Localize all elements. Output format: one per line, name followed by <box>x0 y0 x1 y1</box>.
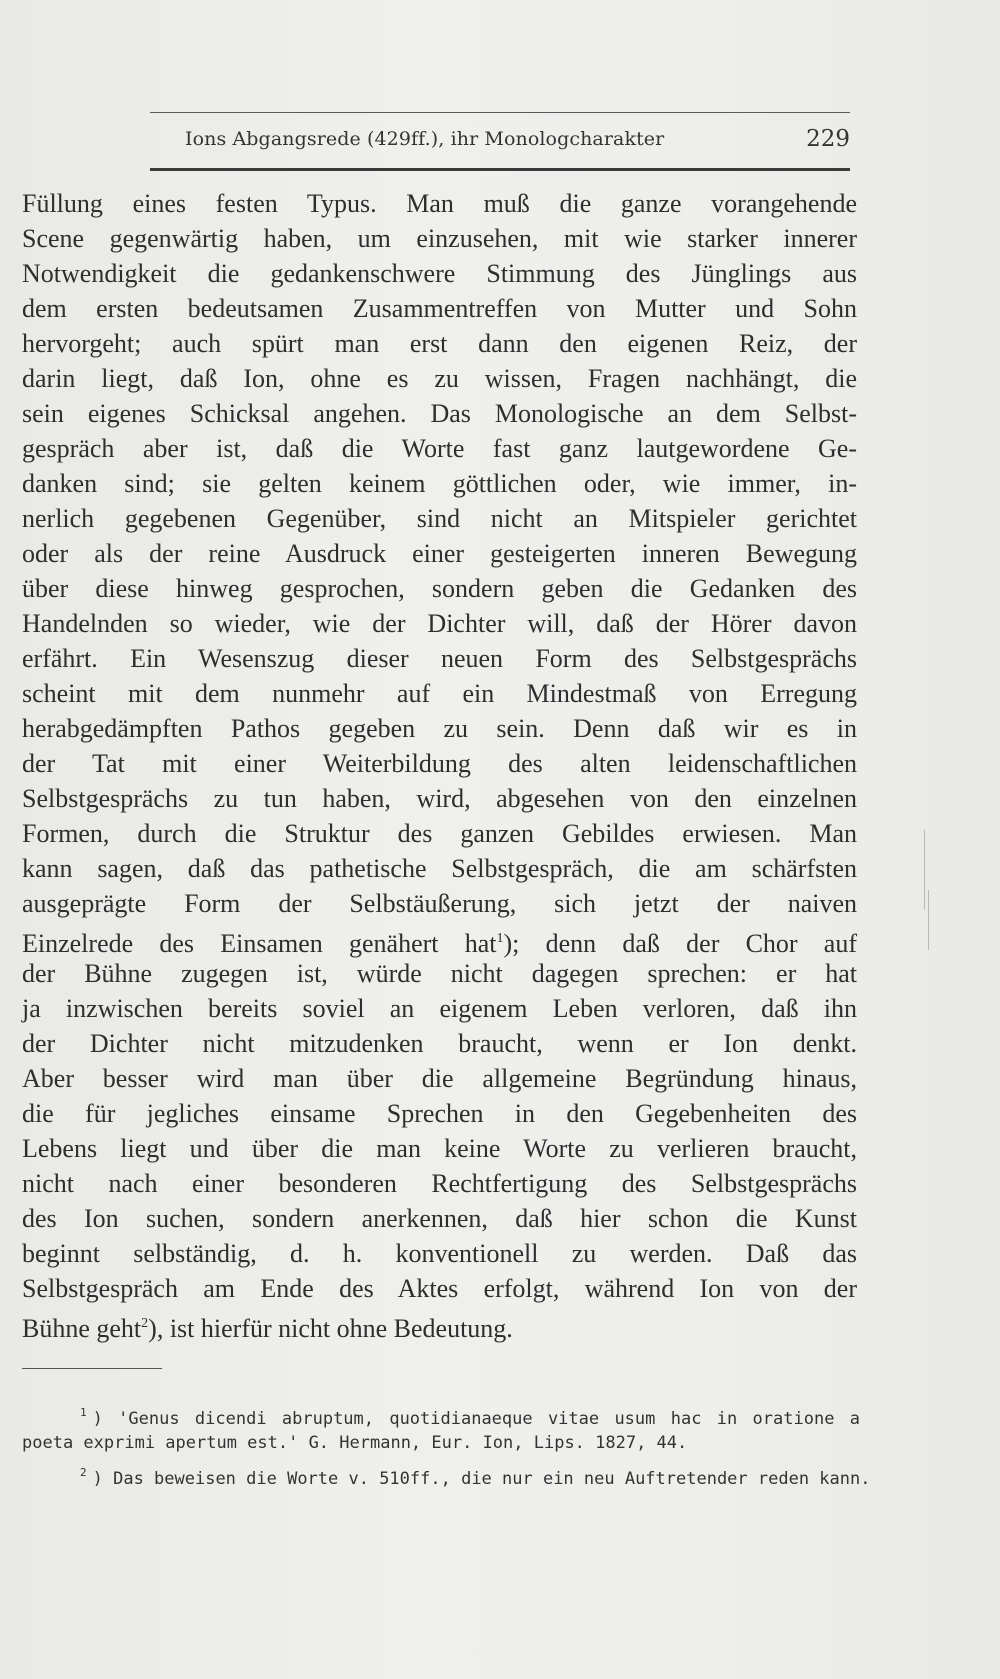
body-text <box>22 186 857 1341</box>
text-line: Aber besser wird man über die allgemeine Begründung hinaus, <box>22 1064 857 1093</box>
text-line: sein eigenes Schicksal angehen. Das Monologische an dem Selbst- <box>22 399 857 428</box>
text-line: des Ion suchen, sondern anerkennen, daß hier schon die Kunst <box>22 1204 857 1233</box>
top-rule <box>150 112 850 113</box>
text-line-with-footnote-ref <box>22 1306 857 1341</box>
text-segment: ist hierfür nicht ohne Bedeutung. <box>169 1314 513 1343</box>
text-line: scheint mit dem nunmehr auf ein Mindestmaß von Erregung <box>22 679 857 708</box>
text-segment: Bühne geht <box>22 1314 142 1343</box>
footnote-ref-1: 1 <box>496 931 504 946</box>
text-line: kann sagen, daß das pathetische Selbstgespräch, die am schärfsten <box>22 854 857 883</box>
footnote-2 <box>22 1458 871 1489</box>
text-segment: ), <box>148 1314 164 1343</box>
text-line: der Bühne zugegen ist, würde nicht dagegen sprechen: er hat <box>22 959 857 988</box>
margin-mark <box>924 830 925 910</box>
text-line: nicht nach einer besonderen Rechtfertigung des Selbstgesprächs <box>22 1169 857 1198</box>
footnote-1 <box>22 1398 860 1428</box>
text-line: Selbstgespräch am Ende des Aktes erfolgt, während Ion von der <box>22 1274 857 1303</box>
text-line: beginnt selbständig, d. h. konventionell zu werden. Daß das <box>22 1239 857 1268</box>
text-line: über diese hinweg gesprochen, sondern geben die Gedanken des <box>22 574 857 603</box>
footnotes <box>22 1398 871 1489</box>
footnote-text: ) 'Genus dicendi abruptum, quotidianaeque vitae usum hac in oratione a <box>92 1409 860 1429</box>
page-header <box>150 126 850 158</box>
text-line: Selbstgesprächs zu tun haben, wird, abgesehen von den einzelnen <box>22 784 857 813</box>
text-line: herabgedämpften Pathos gegeben zu sein. Denn daß wir es in <box>22 714 857 743</box>
page-number: 229 <box>806 126 850 152</box>
footnote-ref-2: 2 <box>141 1316 149 1331</box>
text-line: darin liegt, daß Ion, ohne es zu wissen, Fragen nachhängt, die <box>22 364 857 393</box>
text-line: Scene gegenwärtig haben, um einzusehen, mit wie starker innerer <box>22 224 857 253</box>
margin-mark <box>928 890 929 950</box>
footnote-1-cont: poeta exprimi apertum est.' G. Hermann, Eur. Ion, Lips. 1827, 44. <box>22 1433 688 1453</box>
text-line: Formen, durch die Struktur des ganzen Gebildes erwiesen. Man <box>22 819 857 848</box>
text-segment: ); denn daß der Chor auf <box>503 929 858 958</box>
text-line-with-footnote-ref <box>22 921 857 956</box>
text-line: Notwendigkeit die gedankenschwere Stimmung des Jünglings aus <box>22 259 857 288</box>
text-line: Handelnden so wieder, wie der Dichter will, daß der Hörer davon <box>22 609 857 638</box>
footnote-marker: 1 <box>80 1406 87 1419</box>
text-line: die für jegliches einsame Sprechen in den Gegebenheiten des <box>22 1099 857 1128</box>
text-segment: Einzelrede des Einsamen genähert hat <box>22 929 497 958</box>
text-line: der Tat mit einer Weiterbildung des alten leidenschaftlichen <box>22 749 857 778</box>
text-line: ja inzwischen bereits soviel an eigenem Leben verloren, daß ihn <box>22 994 857 1023</box>
text-line: Lebens liegt und über die man keine Worte zu verlieren braucht, <box>22 1134 857 1163</box>
footnote-rule <box>22 1368 162 1369</box>
text-line: danken sind; sie gelten keinem göttlichen oder, wie immer, in- <box>22 469 857 498</box>
text-line: hervorgeht; auch spürt man erst dann den eigenen Reiz, der <box>22 329 857 358</box>
text-line: dem ersten bedeutsamen Zusammentreffen von Mutter und Sohn <box>22 294 857 323</box>
footnote-marker: 2 <box>80 1466 87 1479</box>
text-line: nerlich gegebenen Gegenüber, sind nicht an Mitspieler gerichtet <box>22 504 857 533</box>
running-title: Ions Abgangsrede (429ff.), ihr Monologcharakter <box>185 128 665 150</box>
text-line: ausgeprägte Form der Selbstäußerung, sich jetzt der naiven <box>22 889 857 918</box>
text-line: oder als der reine Ausdruck einer gesteigerten inneren Bewegung <box>22 539 857 568</box>
text-line: Füllung eines festen Typus. Man muß die ganze vorangehende <box>22 189 857 218</box>
text-line: erfährt. Ein Wesenszug dieser neuen Form des Selbstgesprächs <box>22 644 857 673</box>
footnote-text: ) Das beweisen die Worte v. 510ff., die nur ein neu Auftretender reden kann. <box>92 1469 871 1489</box>
text-line: der Dichter nicht mitzudenken braucht, wenn er Ion denkt. <box>22 1029 857 1058</box>
text-line: gespräch aber ist, daß die Worte fast ganz lautgewordene Ge- <box>22 434 857 463</box>
header-rule <box>150 168 850 171</box>
